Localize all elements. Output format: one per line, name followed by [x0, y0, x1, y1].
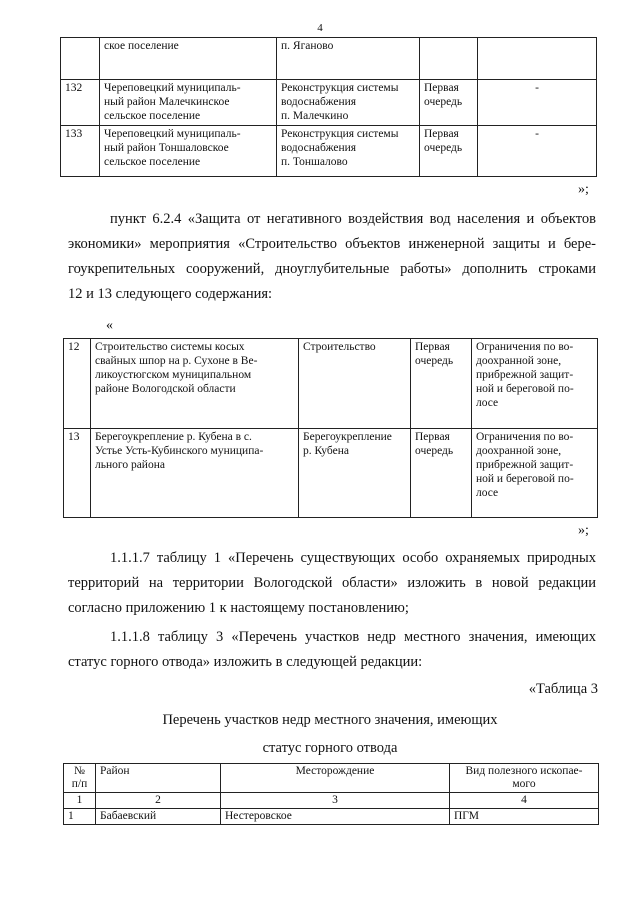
cell-line: ный район Тоншаловское — [104, 142, 229, 154]
para-line: 1.1.1.7 таблицу 1 «Перечень существующих особо охраняемых природных — [110, 550, 596, 566]
colnum-cell: 4 — [450, 793, 599, 809]
cell-line: очередь — [424, 142, 463, 154]
cell-line: прибрежной защит- — [476, 369, 574, 381]
cell-line: Первая — [415, 341, 450, 353]
close-quote-a: »; — [578, 182, 589, 197]
cell-line: лосе — [476, 397, 499, 409]
cell-line: - — [535, 128, 539, 140]
row-num: 1 — [64, 809, 96, 825]
cell-line: Череповецкий муниципаль- — [104, 128, 241, 140]
para-line: пункт 6.2.4 «Защита от негативного воздействия вод населения и объектов — [110, 211, 596, 227]
row-number: 12 — [64, 339, 91, 429]
row-number — [61, 38, 100, 80]
cell-line: Ограничения по во- — [476, 431, 574, 443]
cell-line: - — [535, 82, 539, 94]
cell-line: п. Тоншалово — [281, 156, 348, 168]
cell-line: очередь — [424, 96, 463, 108]
para-line: экономики» мероприятия «Строительство объектов инженерной защиты и бере- — [68, 236, 596, 252]
para-line: согласно приложению 1 к настоящему постановлению; — [68, 600, 409, 616]
paragraph-1-1-1-7 — [68, 546, 596, 621]
cell-col1 — [91, 339, 299, 429]
cell-line: Строительство — [303, 341, 376, 353]
cell-line: Реконструкция системы — [281, 128, 399, 140]
cell-line: ликоустюгском муниципальном — [95, 369, 252, 381]
header-num-line: № — [74, 765, 85, 777]
cell-col1 — [91, 429, 299, 518]
cell-line: очередь — [415, 445, 454, 457]
table-water-supply — [60, 37, 597, 177]
cell-line: льного района — [95, 459, 165, 471]
cell-line: сельское поселение — [104, 110, 201, 122]
cell-line: лосе — [476, 487, 499, 499]
cell-line: свайных шпор на р. Сухоне в Ве- — [95, 355, 258, 367]
table-bank-protection — [63, 338, 598, 518]
para-line: 1.1.1.8 таблицу 3 «Перечень участков недр местного значения, имеющих — [110, 629, 596, 645]
row-deposit: Нестеровское — [221, 809, 450, 825]
header-district: Район — [96, 764, 221, 793]
table-subsoil-plots — [63, 763, 599, 825]
header-mineral-line: Вид полезного ископае- — [465, 765, 583, 777]
row-number: 13 — [64, 429, 91, 518]
cell-col3 — [420, 80, 478, 126]
cell-col3 — [420, 38, 478, 80]
cell-line: Устье Усть-Кубинского муниципа- — [95, 445, 264, 457]
table-row — [64, 339, 598, 429]
cell-line: Берегоукрепление — [303, 431, 392, 443]
cell-col2 — [277, 38, 420, 80]
cell-line: Первая — [415, 431, 450, 443]
cell-line: доохранной зоне, — [476, 445, 562, 457]
table-row — [61, 38, 597, 80]
cell-line: ный район Малечкинское — [104, 96, 230, 108]
header-deposit: Месторождение — [221, 764, 450, 793]
cell-col2 — [277, 80, 420, 126]
header-num-line: п/п — [71, 778, 88, 790]
cell-line: п. Яганово — [281, 40, 334, 52]
table3-title-line: Перечень участков недр местного значения, имеющих — [162, 712, 498, 728]
cell-line: Первая — [424, 82, 459, 94]
cell-line: водоснабжения — [281, 142, 357, 154]
cell-col1 — [100, 80, 277, 126]
cell-line: Реконструкция системы — [281, 82, 399, 94]
colnum-cell: 1 — [64, 793, 96, 809]
table3-title — [100, 706, 560, 762]
paragraph-1-1-1-8 — [68, 625, 596, 675]
cell-line: Первая — [424, 128, 459, 140]
row-district: Бабаевский — [96, 809, 221, 825]
cell-col2 — [299, 339, 411, 429]
table3-label: «Таблица 3 — [528, 681, 598, 697]
cell-line: ной и береговой по- — [476, 383, 574, 395]
cell-col4 — [478, 38, 597, 80]
open-quote-b: « — [106, 318, 113, 333]
para-line: статус горного отвода» изложить в следующей редакции: — [68, 654, 423, 670]
table-row — [61, 126, 597, 177]
row-number: 132 — [61, 80, 100, 126]
cell-col3 — [411, 429, 472, 518]
cell-col4 — [478, 80, 597, 126]
table3-title-line: статус горного отвода — [262, 740, 398, 756]
colnum-cell: 3 — [221, 793, 450, 809]
row-number: 133 — [61, 126, 100, 177]
cell-line: Берегоукрепление р. Кубена в с. — [95, 431, 252, 443]
cell-line: Строительство системы косых — [95, 341, 245, 353]
cell-line: районе Вологодской области — [95, 383, 236, 395]
cell-line: п. Малечкино — [281, 110, 349, 122]
header-num — [64, 764, 96, 793]
para-line: гоукрепительных сооружений, дноуглубительные работы» дополнить строками — [68, 261, 596, 277]
table-row — [64, 429, 598, 518]
cell-col3 — [411, 339, 472, 429]
cell-col4 — [472, 339, 598, 429]
cell-line: ское поселение — [104, 40, 179, 52]
colnum-cell: 2 — [96, 793, 221, 809]
cell-col1 — [100, 126, 277, 177]
cell-line: Ограничения по во- — [476, 341, 574, 353]
paragraph-6-2-4 — [68, 207, 596, 307]
cell-col4 — [472, 429, 598, 518]
cell-line: ной и береговой по- — [476, 473, 574, 485]
cell-line: р. Кубена — [303, 445, 349, 457]
cell-col2 — [299, 429, 411, 518]
table3-colnum-row — [64, 793, 599, 809]
cell-col3 — [420, 126, 478, 177]
cell-line: прибрежной защит- — [476, 459, 574, 471]
page-number: 4 — [317, 22, 323, 34]
cell-line: водоснабжения — [281, 96, 357, 108]
cell-line: сельское поселение — [104, 156, 201, 168]
table-row — [61, 80, 597, 126]
para-line: 12 и 13 следующего содержания: — [68, 286, 273, 302]
header-mineral — [450, 764, 599, 793]
table-row — [64, 809, 599, 825]
cell-col4 — [478, 126, 597, 177]
para-line: территорий на территории Вологодской области» изложить в новой редакции — [68, 575, 596, 591]
row-mineral: ПГМ — [450, 809, 599, 825]
cell-col2 — [277, 126, 420, 177]
header-mineral-line: мого — [512, 778, 536, 790]
cell-line: Череповецкий муниципаль- — [104, 82, 241, 94]
cell-line: очередь — [415, 355, 454, 367]
cell-line: доохранной зоне, — [476, 355, 562, 367]
close-quote-b: »; — [578, 523, 589, 538]
cell-col1 — [100, 38, 277, 80]
table3-header-row — [64, 764, 599, 793]
